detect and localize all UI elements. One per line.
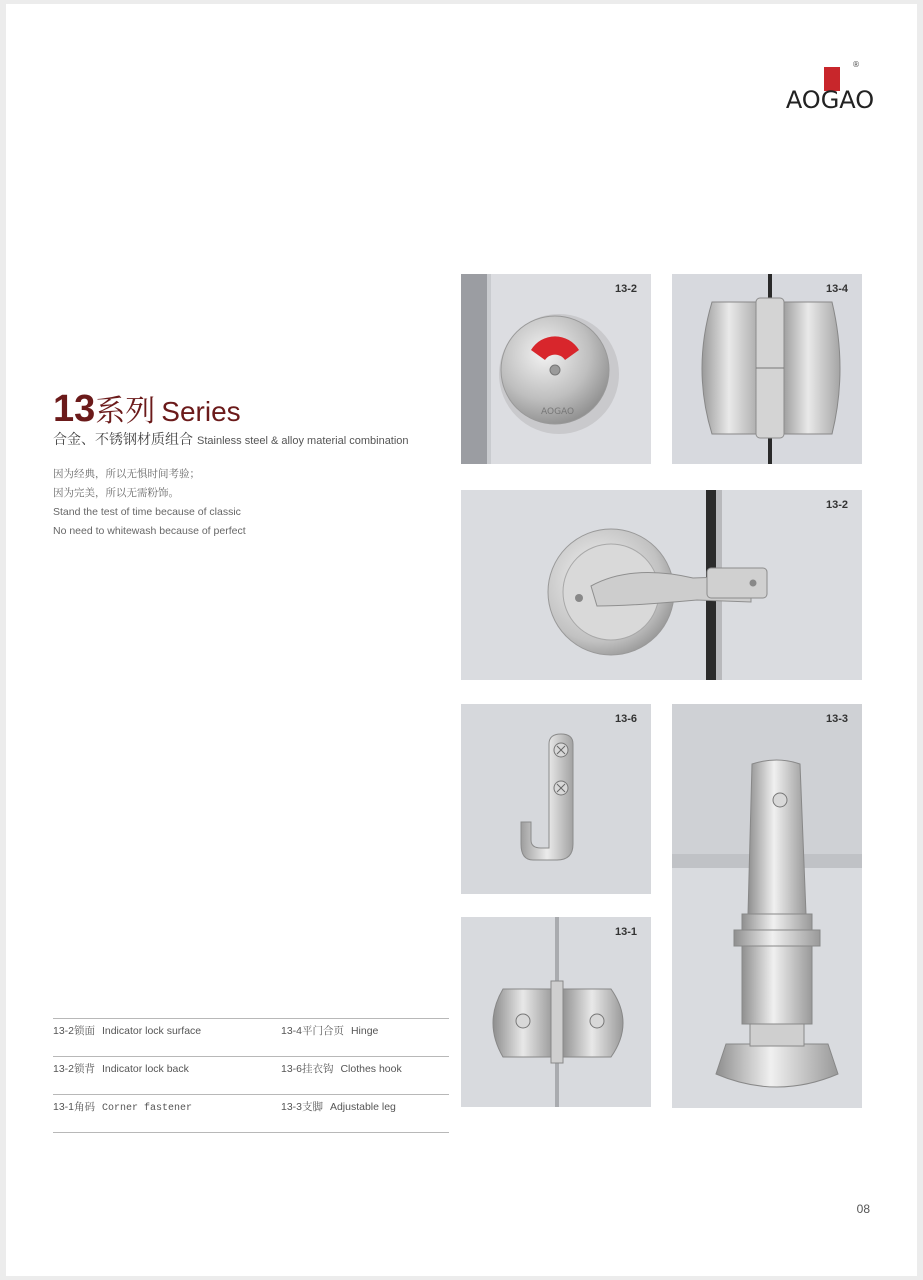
description-line: No need to whitewash because of perfect	[53, 525, 246, 537]
series-title-cn: 系列	[95, 394, 156, 429]
spec-item: 13-3支脚 Adjustable leg	[281, 1101, 396, 1113]
corner-fastener-image	[461, 917, 651, 1107]
adjustable-leg-image	[672, 704, 862, 1108]
logo-text: AOGAO	[785, 86, 875, 114]
description-line: 因为完美，所以无需粉饰。	[53, 487, 179, 499]
photo-hinge	[672, 274, 862, 464]
spec-item: 13-2锁面 Indicator lock surface	[53, 1025, 202, 1037]
spec-item: 13-1角码 Corner fastener	[53, 1101, 192, 1114]
spec-item: 13-6挂衣钩 Clothes hook	[281, 1063, 402, 1075]
series-number: 13	[53, 388, 96, 430]
photo-code-label: 13-1	[614, 926, 637, 938]
photo-indicator-lock-surface	[461, 274, 651, 464]
series-title	[53, 386, 241, 431]
hinge-image	[672, 274, 862, 464]
photo-corner-fastener	[461, 917, 651, 1107]
photo-code-label: 13-4	[825, 283, 848, 295]
indicator-lock-back-image	[461, 490, 862, 680]
spec-table	[53, 1018, 449, 1133]
photo-code-label: 13-6	[614, 713, 637, 725]
photo-code-label: 13-2	[825, 499, 848, 511]
subtitle-cn: 合金、不锈钢材质组合	[53, 432, 193, 448]
photo-clothes-hook	[461, 704, 651, 894]
photo-code-label: 13-2	[614, 283, 637, 295]
series-title-en: Series	[161, 396, 241, 427]
series-subtitle	[53, 429, 409, 449]
clothes-hook-image	[461, 704, 651, 894]
spec-row	[53, 1018, 449, 1056]
spec-row	[53, 1094, 449, 1133]
photo-indicator-lock-back	[461, 490, 862, 680]
description-line: 因为经典，所以无惧时间考验；	[53, 468, 200, 480]
page-number: 08	[856, 1202, 870, 1216]
spec-item: 13-2锁背 Indicator lock back	[53, 1063, 189, 1075]
svg-text:AOGAO: AOGAO	[541, 407, 575, 417]
indicator-lock-surface-image	[461, 274, 651, 464]
photo-adjustable-leg	[672, 704, 862, 1108]
catalog-page	[6, 4, 917, 1276]
spec-item: 13-4平门合页 Hinge	[281, 1025, 379, 1037]
photo-code-label: 13-3	[825, 713, 848, 725]
subtitle-en: Stainless steel & alloy material combination	[197, 435, 409, 447]
brand-logo	[784, 60, 876, 120]
description-line: Stand the test of time because of classic	[53, 506, 241, 518]
spec-row	[53, 1056, 449, 1094]
registered-mark: ®	[852, 60, 860, 69]
series-description	[53, 465, 246, 541]
